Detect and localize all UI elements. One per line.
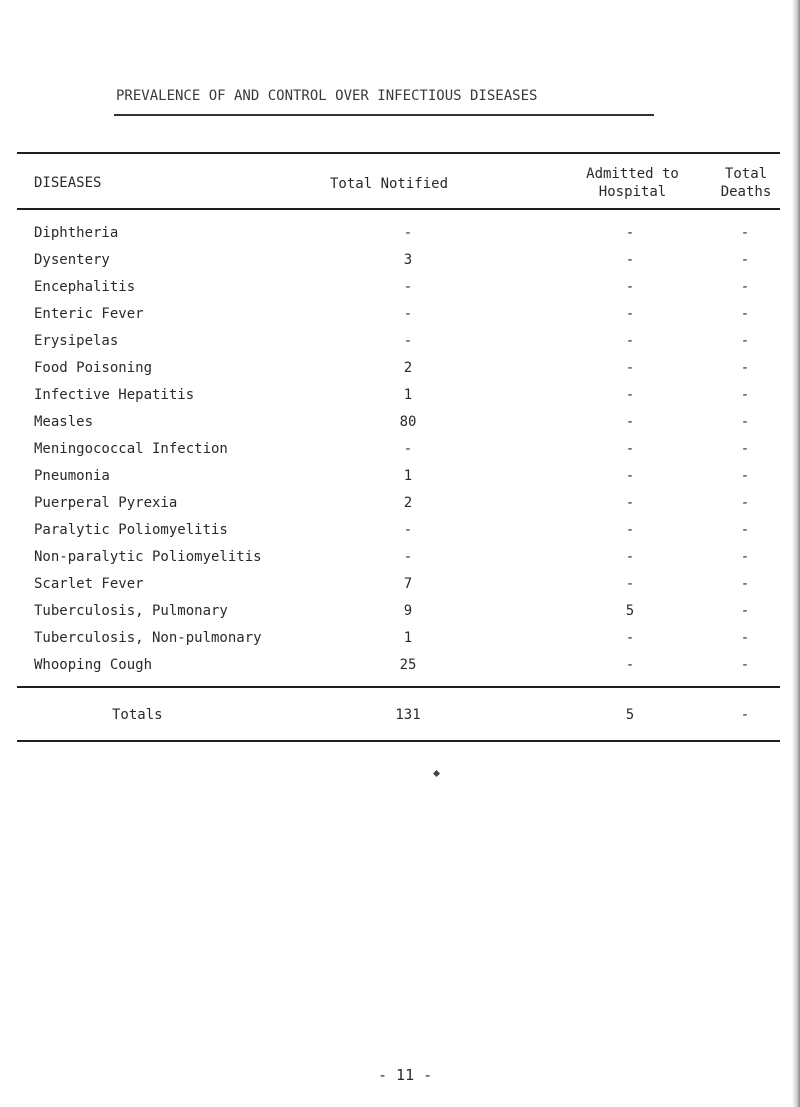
disease-name: Puerperal Pyrexia [34,495,178,511]
disease-name: Erysipelas [34,333,119,349]
notified-count: 2 [403,495,413,511]
table-row [0,329,800,353]
disease-name: Diphtheria [34,225,119,241]
notified-count: 9 [403,603,413,619]
header-admitted-line2: Hospital [598,184,667,200]
header-deaths-line1: Total [724,166,768,182]
header-total-notified: Total Notified [330,176,449,192]
totals-admitted: 5 [625,707,635,723]
deaths-count: - [740,360,750,376]
table-row [0,626,800,650]
table-row [0,491,800,515]
table-row [0,518,800,542]
table-row [0,572,800,596]
notified-count: - [403,522,413,538]
deaths-count: - [740,522,750,538]
admitted-count: - [625,441,635,457]
notified-count: 1 [403,630,413,646]
deaths-count: - [740,252,750,268]
disease-name: Dysentery [34,252,110,268]
header-total-deaths [706,165,786,201]
table-row [0,383,800,407]
admitted-count: - [625,225,635,241]
notified-count: - [403,225,413,241]
deaths-count: - [740,576,750,592]
totals-deaths: - [740,707,750,723]
admitted-count: - [625,387,635,403]
disease-name: Meningococcal Infection [34,441,228,457]
table-row [0,464,800,488]
admitted-count: - [625,414,635,430]
admitted-count: - [625,468,635,484]
disease-name: Pneumonia [34,468,110,484]
deaths-count: - [740,495,750,511]
totals-top-rule [17,686,780,688]
header-diseases: DISEASES [34,175,102,191]
admitted-count: - [625,522,635,538]
notified-count: 7 [403,576,413,592]
deaths-count: - [740,279,750,295]
page-edge-shadow [792,0,800,1107]
totals-row [0,703,800,727]
admitted-count: - [625,495,635,511]
deaths-count: - [740,333,750,349]
table-row [0,221,800,245]
notified-count: - [403,333,413,349]
deaths-count: - [740,468,750,484]
notified-count: 3 [403,252,413,268]
admitted-count: - [625,360,635,376]
disease-name: Paralytic Poliomyelitis [34,522,228,538]
table-row [0,410,800,434]
disease-name: Enteric Fever [34,306,144,322]
header-bottom-rule [17,208,780,210]
admitted-count: 5 [625,603,635,619]
page-number: - 11 - [378,1066,433,1084]
disease-name: Measles [34,414,94,430]
deaths-count: - [740,603,750,619]
deaths-count: - [740,549,750,565]
header-admitted-line1: Admitted to [586,166,679,182]
notified-count: - [403,279,413,295]
admitted-count: - [625,306,635,322]
admitted-count: - [625,252,635,268]
disease-name: Tuberculosis, Pulmonary [34,603,228,619]
admitted-count: - [625,333,635,349]
admitted-count: - [625,279,635,295]
notified-count: - [403,306,413,322]
page-heading: PREVALENCE OF AND CONTROL OVER INFECTIOUS DISEASES [116,88,538,104]
notified-count: - [403,441,413,457]
notified-count: 25 [399,657,417,673]
totals-notified: 131 [395,707,421,723]
disease-name: Infective Hepatitis [34,387,195,403]
deaths-count: - [740,225,750,241]
admitted-count: - [625,630,635,646]
disease-name: Food Poisoning [34,360,153,376]
header-admitted-to-hospital [555,165,710,201]
table-row [0,653,800,677]
deaths-count: - [740,387,750,403]
table-row [0,545,800,569]
notified-count: 1 [403,387,413,403]
stray-mark [433,770,440,777]
disease-name: Whooping Cough [34,657,153,673]
deaths-count: - [740,414,750,430]
disease-name: Tuberculosis, Non-pulmonary [34,630,262,646]
heading-underline [114,114,654,116]
disease-name: Encephalitis [34,279,136,295]
header-deaths-line2: Deaths [720,184,772,200]
notified-count: - [403,549,413,565]
deaths-count: - [740,630,750,646]
notified-count: 2 [403,360,413,376]
disease-name: Non-paralytic Poliomyelitis [34,549,262,565]
deaths-count: - [740,657,750,673]
table-row [0,275,800,299]
table-row [0,356,800,380]
admitted-count: - [625,657,635,673]
table-row [0,599,800,623]
table-row [0,302,800,326]
notified-count: 80 [399,414,417,430]
admitted-count: - [625,549,635,565]
totals-label: Totals [112,707,163,723]
notified-count: 1 [403,468,413,484]
admitted-count: - [625,576,635,592]
table-top-rule [17,152,780,154]
deaths-count: - [740,441,750,457]
deaths-count: - [740,306,750,322]
disease-name: Scarlet Fever [34,576,144,592]
table-row [0,437,800,461]
totals-bottom-rule [17,740,780,742]
table-row [0,248,800,272]
